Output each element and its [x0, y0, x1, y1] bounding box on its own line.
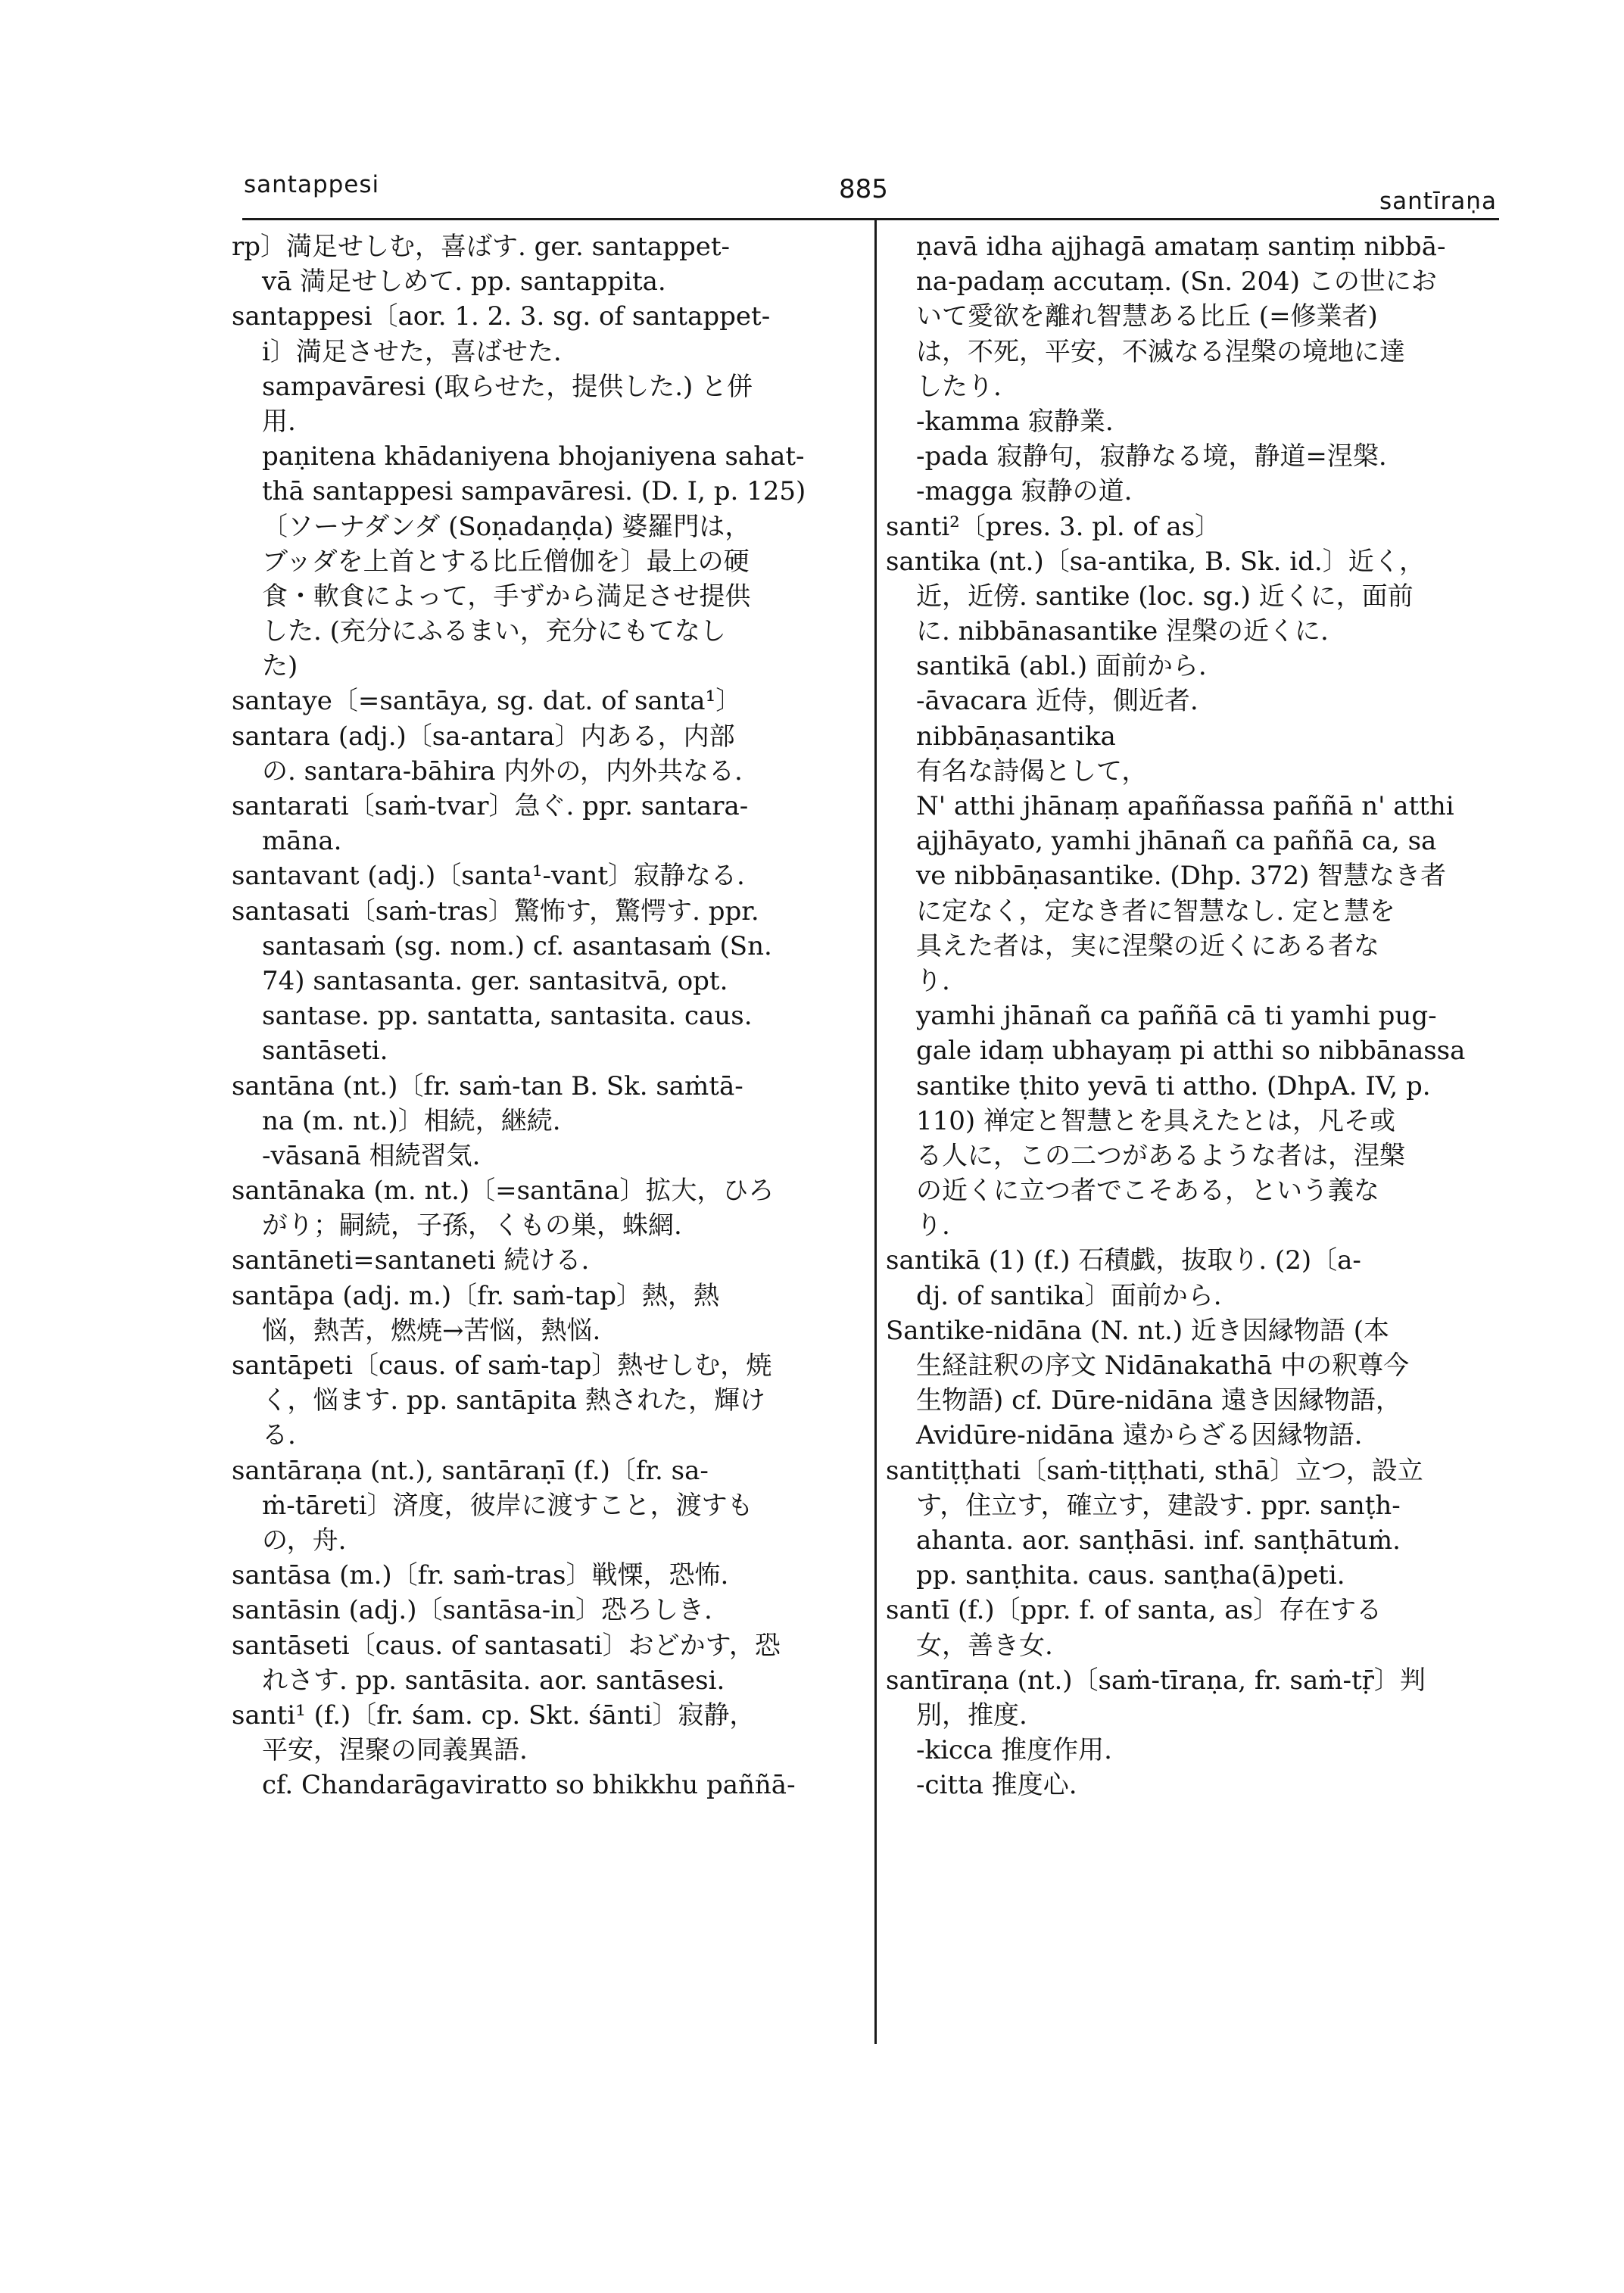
entry-line: に定なく，定なき者に智慧なし. 定と慧を: [916, 896, 1395, 927]
entry-line: り.: [916, 1210, 950, 1242]
entry-line: gale idaṃ ubhayaṃ pi atthi so nibbānassa: [916, 1036, 1466, 1067]
entry-line: -magga 寂静の道.: [916, 476, 1133, 507]
entry-line: -āvacara 近侍，側近者.: [916, 686, 1199, 717]
entry-line: santi²〔pres. 3. pl. of as〕: [886, 511, 1221, 542]
entry-line: vā 満足せしめて. pp. santappita.: [262, 266, 666, 298]
entry-line: た): [262, 651, 298, 682]
entry-line: na (m. nt.)〕相続，継続.: [262, 1105, 561, 1136]
entry-line: り.: [916, 965, 950, 996]
entry-line: santavant (adj.)〔santa¹-vant〕寂静なる.: [232, 861, 745, 892]
entry-line: santi¹ (f.)〔fr. śam. cp. Skt. śānti〕寂静，: [232, 1699, 756, 1731]
entry-line: の. santara-bāhira 内外の，内外共なる.: [262, 756, 743, 787]
entry-line: 別，推度.: [916, 1699, 1027, 1731]
entry-line: 近，近傍. santike (loc. sg.) 近くに，面前: [916, 581, 1414, 612]
right-column: [886, 229, 1503, 1802]
entry-line: sampavāresi (取らせた，提供した.) と併: [262, 371, 753, 402]
entry-line: santāsin (adj.)〔santāsa-in〕恐ろしき.: [232, 1595, 712, 1626]
entry-line: ajjhāyato, yamhi jhānañ ca paññā ca, sa: [916, 826, 1437, 857]
entry-line: N' atthi jhānaṃ apaññassa paññā n' atthi: [916, 791, 1454, 821]
entry-line: santānaka (m. nt.)〔=santāna〕拡大，ひろ: [232, 1176, 775, 1207]
entry-line: santāseti.: [262, 1036, 388, 1067]
entry-line: る.: [262, 1420, 296, 1451]
entry-line: -vāsanā 相続習気.: [262, 1140, 481, 1171]
entry-line: santaye〔=santāya, sg. dat. of santa¹〕: [232, 686, 742, 717]
entry-line: rp〕満足せしむ，喜ばす. ger. santappet-: [232, 232, 731, 262]
entry-line: は，不死，平安，不滅なる涅槃の境地に達: [916, 336, 1405, 367]
entry-line: santāna (nt.)〔fr. saṁ-tan B. Sk. saṁtā-: [232, 1070, 743, 1101]
entry-line: thā santappesi sampavāresi. (D. I, p. 125): [262, 476, 806, 507]
entry-line: ṁ-tāreti〕済度，彼岸に渡すこと，渡すも: [262, 1490, 753, 1521]
entry-line: -kicca 推度作用.: [916, 1735, 1112, 1766]
entry-line: santīraṇa (nt.)〔saṁ-tīraṇa, fr. saṁ-tṝ〕判: [886, 1665, 1426, 1696]
entry-line: 具えた者は，実に涅槃の近くにある者な: [916, 930, 1379, 961]
entry-line: santī (f.)〔ppr. f. of santa, as〕存在する: [886, 1595, 1382, 1626]
entry-line: cf. Chandarāgaviratto so bhikkhu paññā-: [262, 1770, 796, 1801]
entry-line: 74) santasanta. ger. santasitvā, opt.: [262, 965, 728, 996]
entry-line: がり；嗣続，子孫，くもの巣，蛛網.: [262, 1210, 682, 1242]
left-column: [232, 229, 860, 1802]
page-number: 885: [839, 174, 888, 204]
entry-line: の近くに立つ者でこそある，という義な: [916, 1176, 1379, 1207]
entry-line: santara (adj.)〔sa-antara〕内ある，内部: [232, 721, 735, 752]
entry-line: santarati〔saṁ-tvar〕急ぐ. ppr. santara-: [232, 791, 749, 821]
entry-line: pp. sanṭhita. caus. sanṭha(ā)peti.: [916, 1560, 1345, 1591]
entry-line: 生経註釈の序文 Nidānakathā 中の釈尊今: [916, 1351, 1410, 1381]
entry-line: santāraṇa (nt.), santāraṇī (f.)〔fr. sa-: [232, 1455, 709, 1486]
entry-line: したり.: [916, 371, 1002, 402]
entry-line: santike ṭhito yevā ti attho. (DhpA. IV, p.: [916, 1070, 1431, 1101]
entry-line: nibbāṇasantika: [916, 721, 1116, 752]
entry-line: ahanta. aor. sanṭhāsi. inf. sanṭhātuṁ.: [916, 1525, 1401, 1556]
entry-line: yamhi jhānañ ca paññā cā ti yamhi pug-: [916, 1001, 1437, 1032]
entry-line: 有名な詩偈として，: [916, 756, 1148, 787]
entry-line: santāneti=santaneti 続ける.: [232, 1245, 590, 1276]
entry-line: santāseti〔caus. of santasati〕おどかす，恐: [232, 1630, 781, 1661]
entry-line: santikā (1) (f.) 石積戯，抜取り. (2)〔a-: [886, 1245, 1361, 1276]
column-divider: [874, 220, 877, 2044]
entry-line: ṇavā idha ajjhagā amataṃ santiṃ nibbā-: [916, 232, 1446, 262]
entry-line: santasaṁ (sg. nom.) cf. asantasaṁ (Sn.: [262, 930, 772, 961]
entry-line: santāpeti〔caus. of saṁ-tap〕熱せしむ，焼: [232, 1351, 772, 1381]
entry-line: paṇitena khādaniyena bhojaniyena sahat-: [262, 441, 805, 472]
entry-line: く，悩ます. pp. santāpita 熱された，輝け: [262, 1385, 766, 1416]
entry-line: 用.: [262, 406, 296, 437]
entry-line: santiṭṭhati〔saṁ-tiṭṭhati, sthā〕立つ，設立: [886, 1455, 1423, 1486]
entry-line: -pada 寂静句，寂静なる境，静道=涅槃.: [916, 441, 1387, 472]
entry-line: いて愛欲を離れ智慧ある比丘 (=修業者): [916, 301, 1378, 332]
entry-line: 110) 禅定と智慧とを具えたとは，凡そ或: [916, 1105, 1395, 1136]
entry-line: ブッダを上首とする比丘僧伽を〕最上の硬: [262, 546, 750, 577]
header-right-headword: santīraṇa: [1379, 188, 1497, 215]
entry-line: に. nibbānasantike 涅槃の近くに.: [916, 616, 1329, 647]
entry-line: -citta 推度心.: [916, 1770, 1077, 1801]
entry-line: santase. pp. santatta, santasita. caus.: [262, 1001, 753, 1032]
entry-line: -kamma 寂静業.: [916, 406, 1114, 437]
entry-line: na-padaṃ accutaṃ. (Sn. 204) この世にお: [916, 266, 1437, 298]
entry-line: 食・軟食によって，手ずから満足させ提供: [262, 581, 751, 612]
entry-line: dj. of santika〕面前から.: [916, 1280, 1222, 1311]
entry-line: す，住立す，確立す，建設す. ppr. sanṭh-: [916, 1490, 1401, 1521]
entry-line: 悩，熱苦，燃焼→苦悩，熱悩.: [262, 1315, 601, 1346]
entry-line: Avidūre-nidāna 遠からざる因縁物語.: [916, 1420, 1363, 1451]
entry-line: santappesi〔aor. 1. 2. 3. sg. of santappet-: [232, 301, 771, 332]
entry-line: santāpa (adj. m.)〔fr. saṁ-tap〕熱，熱: [232, 1280, 720, 1311]
entry-line: 生物語) cf. Dūre-nidāna 遠き因縁物語，: [916, 1385, 1401, 1416]
entry-line: した. (充分にふるまい，充分にもてなし: [262, 616, 726, 647]
entry-line: の，舟.: [262, 1525, 347, 1556]
entry-line: santasati〔saṁ-tras〕驚怖す，驚愕す. ppr.: [232, 896, 759, 927]
entry-line: る人に，この二つがあるような者は，涅槃: [916, 1140, 1405, 1171]
header-left-headword: santappesi: [244, 171, 380, 198]
header-rule: [242, 218, 1499, 220]
entry-line: Santike-nidāna (N. nt.) 近き因縁物語 (本: [886, 1315, 1389, 1346]
entry-line: 〔ソーナダンダ (Soṇadaṇḍa) 婆羅門は，: [262, 511, 751, 542]
entry-line: 女，善き女.: [916, 1630, 1053, 1661]
entry-line: santikā (abl.) 面前から.: [916, 651, 1207, 682]
entry-line: māna.: [262, 826, 342, 857]
entry-line: santika (nt.)〔sa-antika, B. Sk. id.〕近く，: [886, 546, 1426, 577]
entry-line: santāsa (m.)〔fr. saṁ-tras〕戦慄，恐怖.: [232, 1560, 729, 1591]
entry-line: 平安，涅聚の同義異語.: [262, 1735, 528, 1766]
entry-line: i〕満足させた，喜ばせた.: [262, 336, 562, 367]
entry-line: ve nibbāṇasantike. (Dhp. 372) 智慧なき者: [916, 861, 1447, 892]
entry-line: れさす. pp. santāsita. aor. santāsesi.: [262, 1665, 725, 1696]
